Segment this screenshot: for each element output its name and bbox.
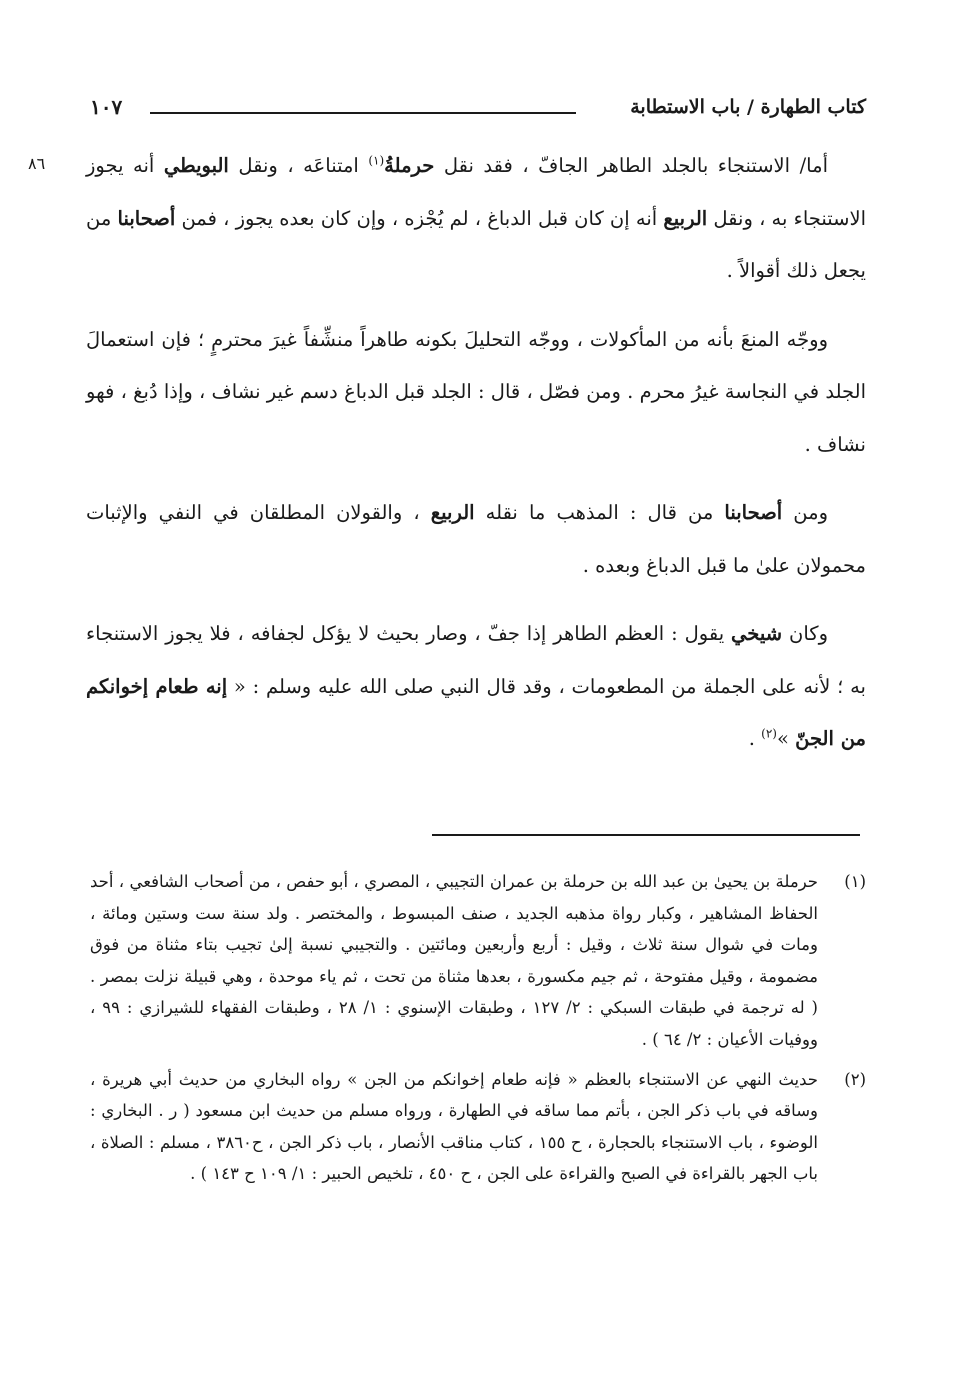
footnote-number: (١) bbox=[844, 872, 866, 891]
footnote-text: حرملة بن يحيىٰ بن عبد الله بن حرملة بن عمران التجيبي ، المصري ، أبو حفص ، من أصحاب الشافعي ، أحد الحفاظ المشاهير ، وكبار رواة مذهبه الجديد ، صنف المبسوط ، والمختصر . ولد سنة ست وستين ومائة ، ومات في شوال سنة ثلاث ، وقيل : أربع وأربعين ومائتين . والتجيبي نسبة إلىٰ تجيب بتاء مثناة من فوق مضمومة ، وقيل مفتوحة ، ثم جيم مكسورة ، بعدها مثناة من تحت ، ثم ياء موحدة ، وهي قبيلة نزلت بمصر . ( له ترجمة في طبقات السبكي : ٢/ ١٢٧ ، وطبقات الإسنوي : ١/ ٢٨ ، وطبقات الفقهاء للشيرازي : ٩٩ ، ووفيات الأعيان : ٢/ ٦٤ ) . bbox=[90, 872, 818, 1049]
paragraph bbox=[86, 608, 866, 766]
text-run: وكان bbox=[782, 622, 828, 645]
text-run: امتناعَه ، ونقل bbox=[228, 154, 369, 177]
text-run: يقول : العظم الطاهر إذا جفّ ، وصار بحيث لا يؤكل لجفافه ، فلا يجوز الاستنجاء به ؛ لأنه على الجملة من المطعومات ، وقد قال النبي صلى الله عليه وسلم : « bbox=[86, 622, 866, 698]
text-run: . bbox=[748, 727, 762, 750]
footnote-2 bbox=[90, 1064, 866, 1190]
text-run: ووجّه المنعَ بأنه من المأكولات ، ووجّه التحليلَ بكونه طاهراً منشِّفاً غيرَ محترمٍ ؛ فإن استعمالَ الجلد في النجاسة غيرُ محرم . ومن فصّل ، قال : الجلد قبل الدباغ دسم غير نشاف ، وإذا دُبغ ، فهو نشاف . bbox=[86, 327, 866, 456]
footnote-text: حديث النهي عن الاستنجاء بالعظم « فإنه طعام إخوانكم من الجن » رواه البخاري من حديث أبي هريرة ، وساقه في باب ذكر الجن ، بأتم مما ساقه في الطهارة ، ورواه مسلم من حديث ابن مسعود ( ر . البخاري : الوضوء ، باب الاستنجاء بالحجارة ، ح ١٥٥ ، كتاب مناقب الأنصار ، باب ذكر الجن ، ح٣٨٦٠ ، مسلم : الصلاة ، باب الجهر بالقراءة في الصبح والقراءة على الجن ، ح ٤٥٠ ، تلخيص الحبير : ١/ ١٠٩ ح ١٤٣ ) . bbox=[90, 1069, 818, 1184]
emphasized-name: أصحابنا bbox=[724, 501, 783, 524]
footnote-reference: (٢) bbox=[761, 726, 777, 741]
running-header bbox=[90, 92, 866, 128]
footnotes-section bbox=[90, 866, 866, 1198]
text-run: من قال : المذهب ما نقله bbox=[474, 501, 725, 524]
footnote-separator bbox=[432, 834, 860, 836]
emphasized-name: شيخي bbox=[731, 622, 783, 645]
main-text bbox=[86, 140, 866, 782]
emphasized-name: البويطي bbox=[163, 154, 229, 177]
paragraph bbox=[86, 140, 866, 298]
emphasized-name: الربيع bbox=[430, 501, 475, 524]
footnote-1 bbox=[90, 866, 866, 1056]
text-run: » bbox=[776, 727, 796, 750]
text-run: ومن bbox=[782, 501, 828, 524]
paragraph bbox=[86, 314, 866, 472]
emphasized-name: أصحابنا bbox=[117, 206, 176, 230]
footnote-reference: (١) bbox=[368, 153, 385, 168]
text-run: أما/ الاستنجاء بالجلد الطاهر الجافّ ، فقد نقل bbox=[434, 154, 828, 177]
margin-folio-number: ٨٦ bbox=[28, 154, 46, 173]
emphasized-name: حرملةُ bbox=[384, 154, 435, 177]
header-rule bbox=[150, 112, 576, 114]
emphasized-name: إنه طعام إخوانكم من الجنّ bbox=[86, 674, 866, 750]
paragraph bbox=[86, 487, 866, 592]
text-run: من يجعل ذلك أقوالاً . bbox=[86, 206, 866, 282]
text-run: أنه إن كان قبل الدباغ ، لم يُجْزه ، وإن كان بعده يجوز ، فمن bbox=[175, 206, 664, 230]
text-run: أنه يجوز الاستنجاء به ، ونقل bbox=[86, 154, 866, 230]
chapter-title: كتاب الطهارة / باب الاستطابة bbox=[630, 96, 866, 118]
page-number: ١٠٧ bbox=[90, 95, 123, 119]
emphasized-name: الربيع bbox=[663, 206, 708, 230]
footnote-number: (٢) bbox=[844, 1069, 866, 1089]
text-run: ، والقولان المطلقان في النفي والإثبات محمولان علىٰ ما قبل الدباغ وبعده . bbox=[86, 501, 866, 577]
